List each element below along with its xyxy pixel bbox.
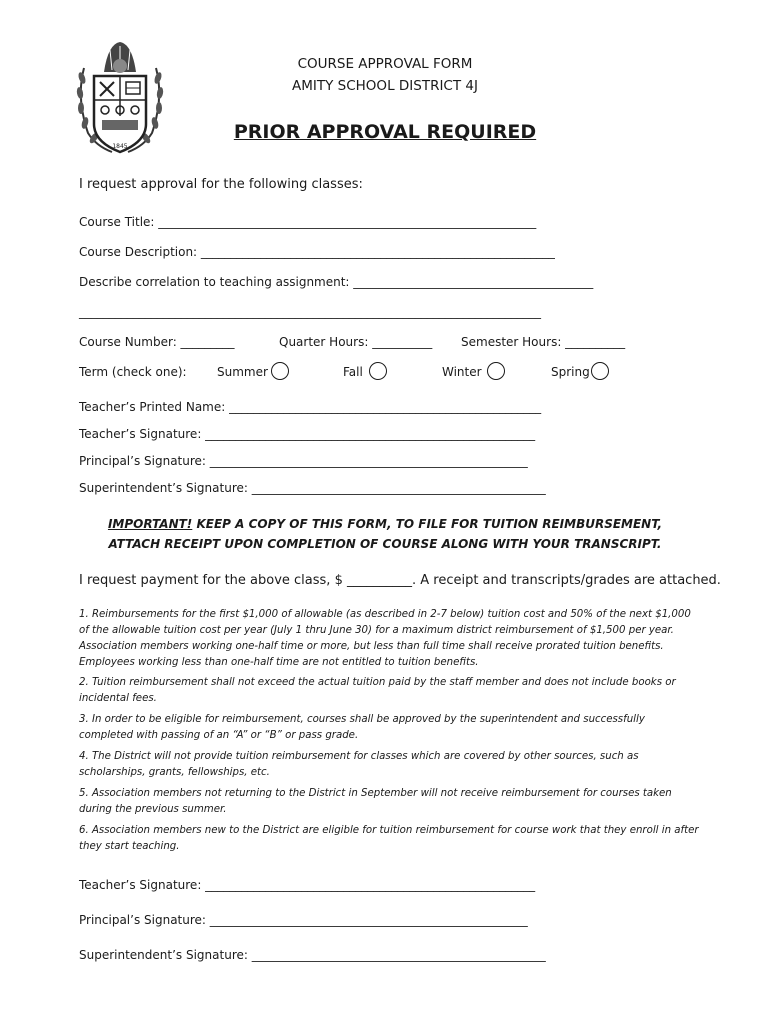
teacher-signature-field[interactable]: Teacher’s Signature: _______________________________________________________: [79, 427, 536, 441]
rule-2: 2. Tuition reimbursement shall not exceed the actual tuition paid by the staff member and does not include books or incidental fees.: [79, 677, 676, 704]
correlation-field[interactable]: Describe correlation to teaching assignment: ________________________________________: [79, 275, 594, 289]
form-name: COURSE APPROVAL FORM: [297, 56, 473, 72]
correlation-continuation-line[interactable]: _____________________________________________________________________________: [79, 305, 541, 319]
rule-1: 1. Reimbursements for the first $1,000 of allowable (as described in 2-7 below) tuition cost and 50% of the next $1,000 of the allowable tuition cost per year (July 1 thru June 30) for a maximum district reimbursement of $1,500 per year. Association members working one-half time or more, but less than full time shall receive prorated tuition benefits. Employees working less than one-half time are not entitled to tuition benefits.: [79, 609, 691, 668]
principal-signature-field[interactable]: Principal’s Signature: _____________________________________________________: [79, 454, 528, 468]
payment-request-field[interactable]: I request payment for the above class, $ __________. A receipt and transcripts/grades are attached.: [79, 573, 721, 588]
quarter-hours-field[interactable]: Quarter Hours: __________: [279, 335, 433, 349]
bottom-teacher-signature-field[interactable]: Teacher’s Signature: _______________________________________________________: [79, 878, 536, 892]
important-notice-line-2: ATTACH RECEIPT UPON COMPLETION OF COURSE ALONG WITH YOUR TRANSCRIPT.: [108, 537, 662, 551]
bottom-principal-signature-field[interactable]: Principal’s Signature: _____________________________________________________: [79, 913, 528, 927]
term-option-summer-label: Summer: [217, 365, 268, 379]
important-notice-line-1: [0, 517, 770, 531]
course-number-field[interactable]: Course Number: _________: [79, 335, 235, 349]
rule-6: 6. Association members new to the District are eligible for tuition reimbursement for course work that they enroll in after they start teaching.: [79, 825, 699, 852]
term-option-spring-label: Spring: [551, 365, 590, 379]
term-spring-radio[interactable]: [591, 362, 609, 380]
district-name: AMITY SCHOOL DISTRICT 4J: [292, 78, 478, 94]
course-title-field[interactable]: Course Title: _______________________________________________________________: [79, 215, 537, 229]
crest-year: 1845: [112, 143, 128, 150]
term-option-fall-label: Fall: [343, 365, 363, 379]
semester-hours-field[interactable]: Semester Hours: __________: [461, 335, 626, 349]
term-label: Term (check one):: [79, 365, 187, 379]
term-winter-radio[interactable]: [487, 362, 505, 380]
course-description-field[interactable]: Course Description: ___________________________________________________________: [79, 245, 555, 259]
bottom-superintendent-signature-field[interactable]: Superintendent’s Signature: _________________________________________________: [79, 948, 546, 962]
rule-4: 4. The District will not provide tuition reimbursement for classes which are covered by other sources, such as scholarships, grants, fellowships, etc.: [79, 751, 639, 778]
term-fall-radio[interactable]: [369, 362, 387, 380]
teacher-printed-name-field[interactable]: Teacher’s Printed Name: ____________________________________________________: [79, 400, 542, 414]
term-summer-radio[interactable]: [271, 362, 289, 380]
rule-5: 5. Association members not returning to the District in September will not receive reimbursement for courses taken during the previous summer.: [79, 788, 672, 815]
intro-text: I request approval for the following classes:: [79, 177, 363, 192]
page-title: PRIOR APPROVAL REQUIRED: [233, 121, 537, 143]
rule-3: 3. In order to be eligible for reimbursement, courses shall be approved by the superintendent and successfully completed with passing of an “A” or “B” or pass grade.: [79, 714, 645, 741]
important-line-1: KEEP A COPY OF THIS FORM, TO FILE FOR TUITION REIMBURSEMENT,: [196, 517, 663, 531]
superintendent-signature-field[interactable]: Superintendent’s Signature: _________________________________________________: [79, 481, 546, 495]
term-option-winter-label: Winter: [442, 365, 482, 379]
important-label: IMPORTANT!: [107, 517, 193, 531]
